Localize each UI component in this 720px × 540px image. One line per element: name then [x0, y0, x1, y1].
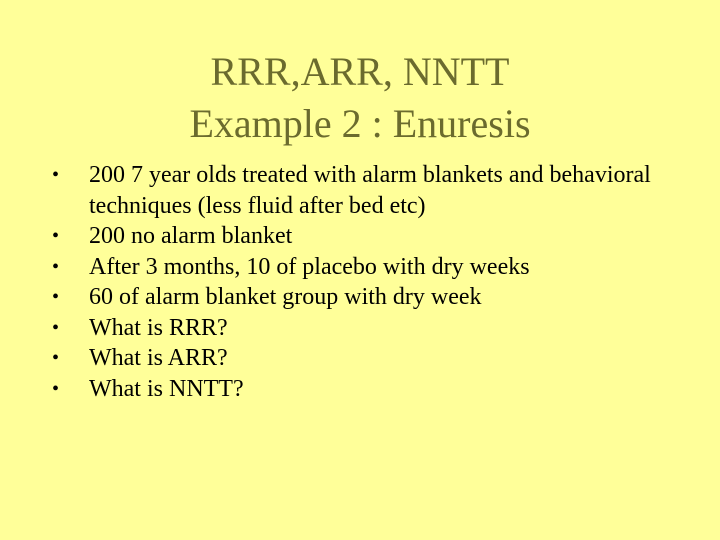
bullet-text-1: 200 7 year olds treated with alarm blankets and behavioral techniques (less fluid after bed etc) — [89, 162, 651, 219]
bullet-icon: • — [52, 225, 60, 247]
bullet-item-2 — [52, 221, 692, 252]
bullet-icon: • — [52, 286, 60, 308]
slide-title-line-1: RRR,ARR, NNTT — [210, 49, 510, 94]
bullet-icon: • — [52, 255, 60, 278]
bullet-icon: • — [52, 377, 60, 400]
bullet-icon: • — [52, 347, 60, 369]
bullet-item-4 — [52, 282, 692, 313]
bullet-list — [52, 160, 692, 404]
slide-title — [0, 46, 720, 150]
bullet-text-3: After 3 months, 10 of placebo with dry weeks — [89, 253, 530, 280]
bullet-item-3 — [52, 252, 692, 283]
bullet-text-6: What is ARR? — [89, 345, 228, 371]
bullet-icon: • — [52, 164, 60, 186]
bullet-text-4: 60 of alarm blanket group with dry week — [89, 284, 482, 310]
slide-title-line-2: Example 2 : Enuresis — [189, 101, 531, 146]
bullet-icon: • — [52, 316, 60, 339]
bullet-item-5 — [52, 313, 692, 344]
bullet-item-1 — [52, 160, 692, 221]
bullet-text-5: What is RRR? — [89, 314, 228, 341]
bullet-text-2: 200 no alarm blanket — [89, 223, 293, 249]
bullet-item-7 — [52, 374, 692, 405]
bullet-text-7: What is NNTT? — [89, 375, 244, 402]
bullet-item-6 — [52, 343, 692, 374]
